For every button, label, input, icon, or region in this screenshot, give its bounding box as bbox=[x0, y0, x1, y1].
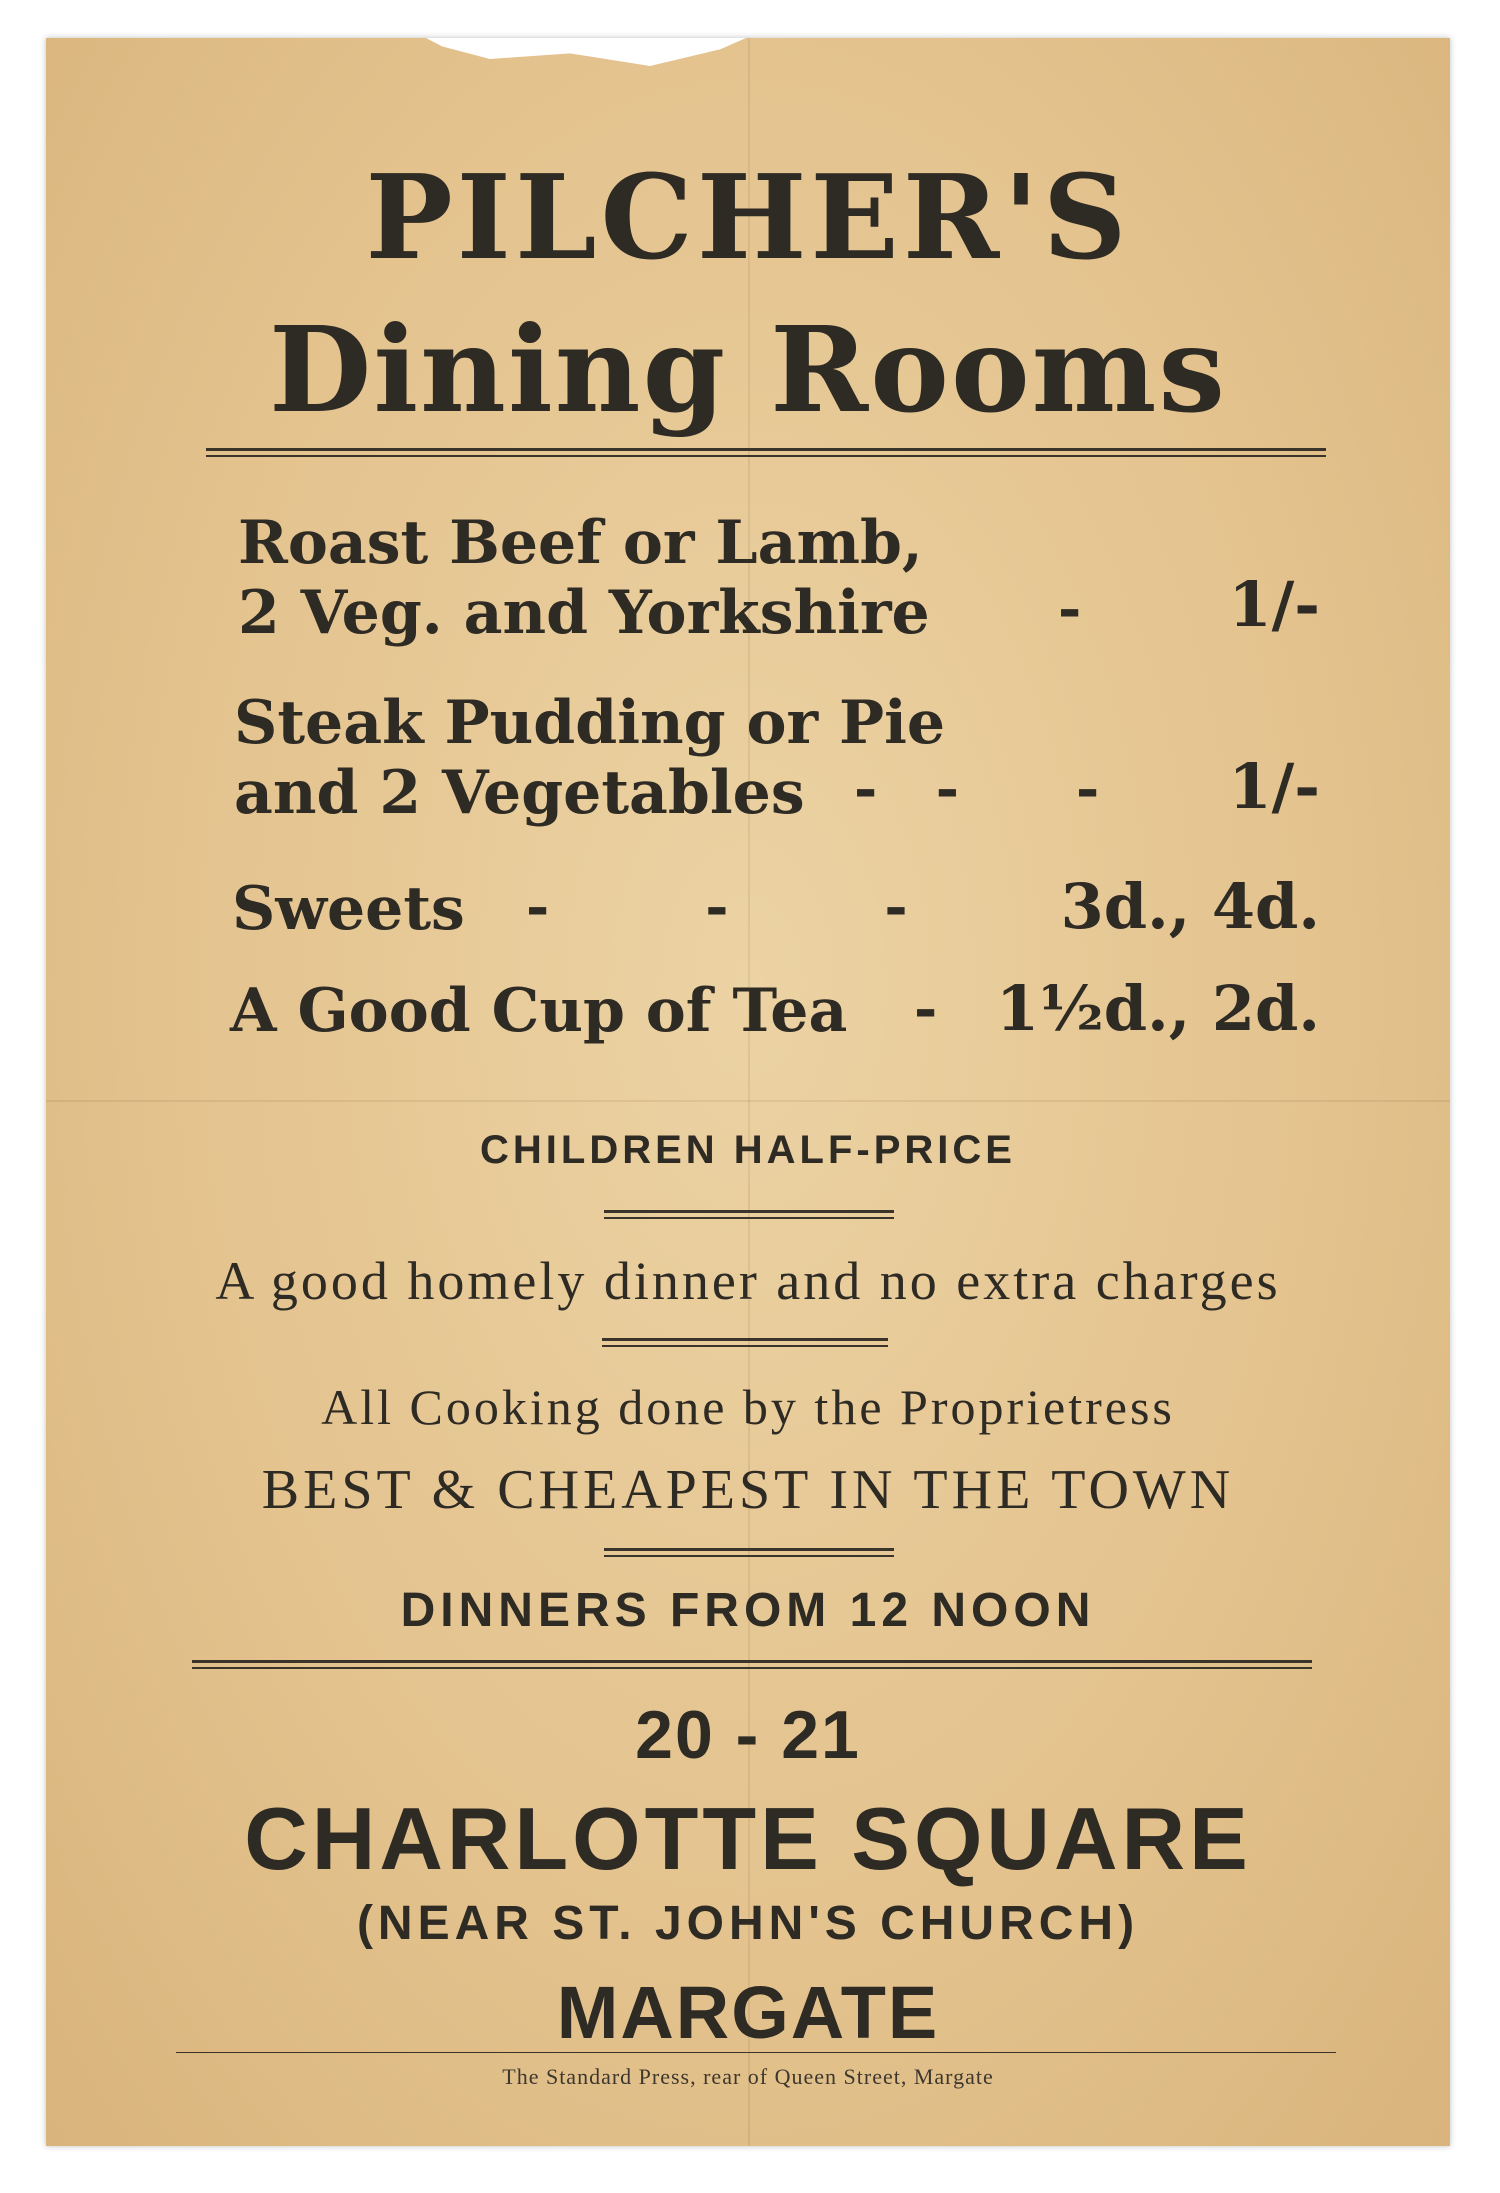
leader-dash: - bbox=[1058, 576, 1082, 642]
footer-rule bbox=[176, 2052, 1336, 2053]
menu-item-line: A Good Cup of Tea bbox=[230, 976, 848, 1046]
menu-item-line: Roast Beef or Lamb, bbox=[238, 508, 923, 578]
short-divider bbox=[604, 1548, 894, 1557]
location-note: (NEAR ST. JOHN'S CHURCH) bbox=[356, 1897, 1140, 1950]
street-name: CHARLOTTE SQUARE bbox=[244, 1789, 1252, 1888]
children-half-price: CHILDREN HALF-PRICE bbox=[480, 1128, 1016, 1172]
town-name: MARGATE bbox=[556, 1971, 940, 2054]
menu-item-price: 1/- bbox=[1228, 568, 1320, 641]
menu-item-price: 1/- bbox=[1228, 750, 1320, 823]
title-divider bbox=[206, 448, 1326, 457]
leader-dash: - bbox=[914, 976, 938, 1042]
menu-item-price: 3d., 4d. bbox=[1060, 870, 1320, 943]
handbill-sheet bbox=[46, 38, 1450, 2146]
short-divider bbox=[602, 1338, 888, 1347]
street-number: 20 - 21 bbox=[635, 1697, 861, 1773]
menu-item-line: Steak Pudding or Pie bbox=[234, 688, 946, 758]
menu-item-line: Sweets bbox=[232, 874, 465, 944]
title-line-2: Dining Rooms bbox=[269, 300, 1227, 439]
menu-item-price: 1½d., 2d. bbox=[996, 972, 1320, 1045]
title-line-1: PILCHER'S bbox=[365, 150, 1131, 286]
leader-dash: - - - bbox=[854, 756, 1100, 822]
cooking-note: All Cooking done by the Proprietress bbox=[321, 1379, 1175, 1435]
menu-item-line: 2 Veg. and Yorkshire bbox=[238, 578, 930, 648]
best-cheapest-note: BEST & CHEAPEST IN THE TOWN bbox=[261, 1459, 1235, 1521]
menu-item-line: and 2 Vegetables bbox=[234, 758, 805, 828]
leader-dash: - - - bbox=[526, 874, 908, 940]
homely-dinner-note: A good homely dinner and no extra charges bbox=[215, 1251, 1281, 1311]
short-divider bbox=[604, 1210, 894, 1219]
torn-edge bbox=[426, 38, 746, 66]
printer-credit: The Standard Press, rear of Queen Street, Margate bbox=[502, 2064, 994, 2089]
address-divider bbox=[192, 1660, 1312, 1669]
fold-crease-horizontal bbox=[46, 1100, 1450, 1102]
dinners-time-note: DINNERS FROM 12 NOON bbox=[400, 1584, 1096, 1637]
